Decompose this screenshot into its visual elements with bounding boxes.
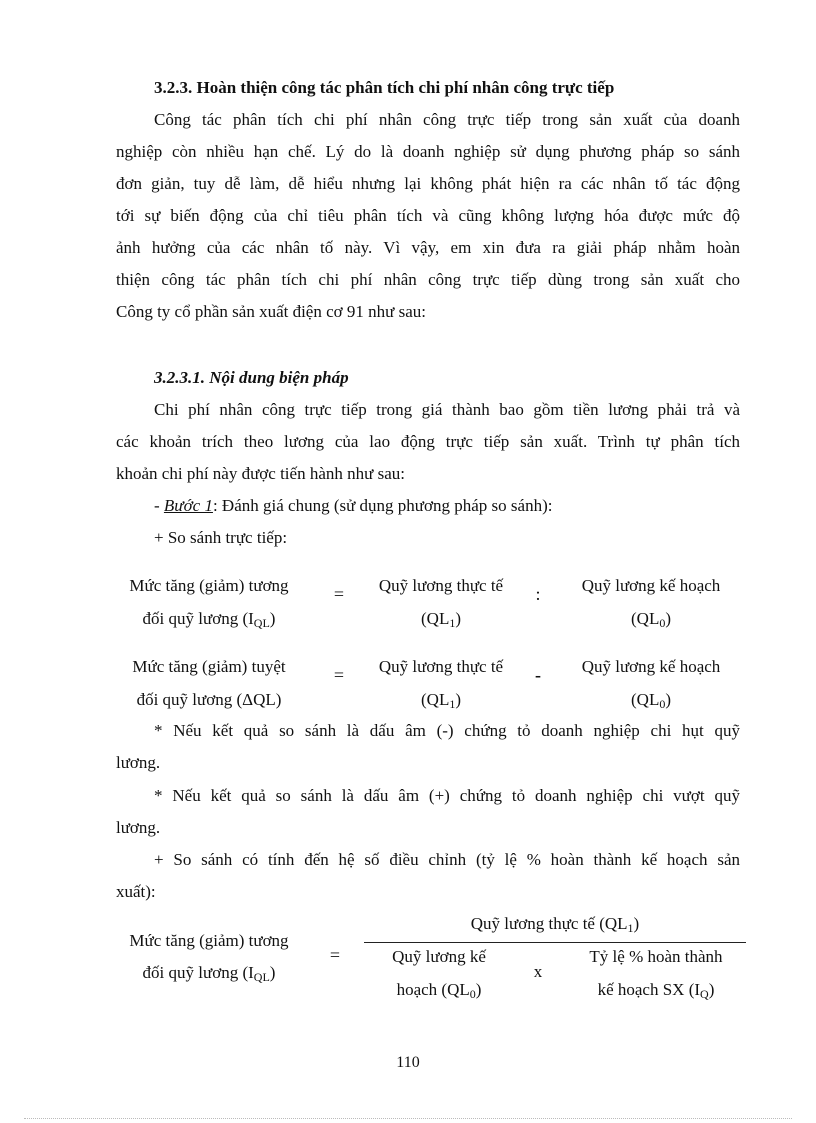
symbol-end: ) (665, 609, 671, 628)
symbol-end: ) (708, 980, 715, 999)
paragraph-line: các khoản trích theo lương của lao động trực tiếp sản xuất. Trình tự phân tích (116, 432, 740, 451)
equals-sign: = (333, 665, 345, 685)
symbol-sub: 1 (449, 616, 456, 630)
formula-left-label-2 (100, 603, 318, 635)
equals-sign: = (333, 584, 345, 604)
minus-sign: - (535, 665, 541, 685)
paragraph-line: xuất): (116, 882, 156, 901)
paragraph-line: nghiệp còn nhiều hạn chế. Lý do là doanh nghiệp sử dụng phương pháp so sánh (116, 142, 740, 161)
note-deficit (116, 715, 740, 779)
planned-fund-symbol (368, 974, 510, 1006)
paragraph-line: Chi phí nhân công trực tiếp trong giá thành bao gồm tiền lương phải trả và (154, 400, 740, 419)
step-1-line (116, 490, 778, 522)
formula-left-label: Mức tăng (giảm) tương (129, 576, 289, 595)
label-end: ) (269, 609, 276, 628)
method-paragraph (116, 394, 740, 490)
step-prefix: - (154, 496, 164, 515)
paragraph-line: thiện công tác phân tích chi phí nhân công trực tiếp dùng trong sản xuất cho (116, 270, 740, 289)
symbol-end: ) (475, 980, 482, 999)
planned-fund-label: Quỹ lương kế hoạch (581, 657, 721, 676)
symbol-sub: 0 (659, 697, 666, 711)
label-text: đối quỹ lương (I (142, 609, 254, 628)
divide-sign: : (535, 584, 541, 604)
paragraph-line: tới sự biến động của chỉ tiêu phân tích và cũng không lượng hóa được mức độ (116, 206, 740, 225)
numerator-text: Quỹ lương thực tế (QL (470, 914, 628, 933)
multiply-sign: x (533, 962, 543, 981)
step-label: Bước 1 (163, 496, 213, 515)
formula-left-label-2 (100, 957, 318, 989)
fraction-numerator (364, 908, 746, 940)
actual-fund-symbol (358, 603, 524, 635)
note-excess (116, 780, 740, 844)
planned-fund-symbol (556, 684, 746, 716)
label-end: ) (269, 963, 276, 982)
section-heading: 3.2.3. Hoàn thiện công tác phân tích chi phí nhân công trực tiếp (154, 78, 615, 97)
numerator-end: ) (633, 914, 640, 933)
subsection-heading: 3.2.3.1. Nội dung biện pháp (154, 368, 349, 387)
symbol-end: ) (665, 690, 671, 709)
symbol-text: (QL (631, 609, 660, 628)
planned-fund-label: Quỹ lương kế hoạch (581, 576, 721, 595)
note-line: * Nếu kết quả so sánh là dấu âm (-) chứng tỏ doanh nghiệp chi hụt quỹ (154, 721, 740, 740)
paragraph-line: khoản chi phí này được tiến hành như sau: (116, 464, 405, 483)
page-number: 110 (396, 1054, 420, 1071)
symbol-end: ) (455, 690, 461, 709)
symbol-sub: 1 (449, 697, 456, 711)
page-bottom-border (24, 1118, 792, 1119)
symbol-sub: 0 (469, 987, 476, 1001)
planned-fund-symbol (556, 603, 746, 635)
symbol-text: (QL (631, 690, 660, 709)
planned-fund-label: Quỹ lương kế (392, 947, 486, 966)
paragraph-line: Công ty cổ phần sản xuất điện cơ 91 như sau: (116, 302, 426, 321)
paragraph-line: Công tác phân tích chi phí nhân công trực tiếp trong sản xuất của doanh (154, 110, 740, 129)
symbol-end: ) (455, 609, 461, 628)
direct-compare-line: + So sánh trực tiếp: (154, 528, 288, 547)
paragraph-line: ảnh hưởng của các nhân tố này. Vì vậy, em xin đưa ra giải pháp nhằm hoàn (116, 238, 740, 257)
completion-rate-label: Tỷ lệ % hoàn thành (589, 947, 723, 966)
symbol-text: hoạch (QL (396, 980, 470, 999)
actual-fund-label: Quỹ lương thực tế (378, 657, 504, 676)
equals-sign: = (329, 945, 341, 965)
formula-left-label-2: đối quỹ lương (ΔQL) (136, 690, 282, 709)
symbol-sub: Q (700, 987, 709, 1001)
symbol-text: kế hoạch SX (I (597, 980, 701, 999)
symbol-text: (QL (421, 609, 450, 628)
actual-fund-symbol (358, 684, 524, 716)
adjusted-compare (116, 844, 740, 908)
note-line: lương. (116, 753, 161, 772)
intro-paragraph (116, 104, 740, 328)
numerator-sub: 1 (627, 921, 634, 935)
paragraph-line: đơn giản, tuy dễ làm, dễ hiểu nhưng lại không phát hiện ra các nhân tố tác động (116, 174, 740, 193)
symbol-text: (QL (421, 690, 450, 709)
label-sub: QL (253, 616, 270, 630)
label-sub: QL (253, 970, 270, 984)
label-text: đối quỹ lương (I (142, 963, 254, 982)
formula-left-label: Mức tăng (giảm) tuyệt (132, 657, 286, 676)
completion-rate-symbol (566, 974, 746, 1006)
formula-left-label: Mức tăng (giảm) tương (129, 931, 289, 950)
note-line: lương. (116, 818, 161, 837)
symbol-sub: 0 (659, 616, 666, 630)
note-line: * Nếu kết quả so sánh là dấu âm (+) chứng tỏ doanh nghiệp chi vượt quỹ (154, 786, 740, 805)
paragraph-line: + So sánh có tính đến hệ số điều chỉnh (tỷ lệ % hoàn thành kế hoạch sản (154, 850, 740, 869)
step-text: : Đánh giá chung (sử dụng phương pháp so sánh): (212, 496, 553, 515)
actual-fund-label: Quỹ lương thực tế (378, 576, 504, 595)
